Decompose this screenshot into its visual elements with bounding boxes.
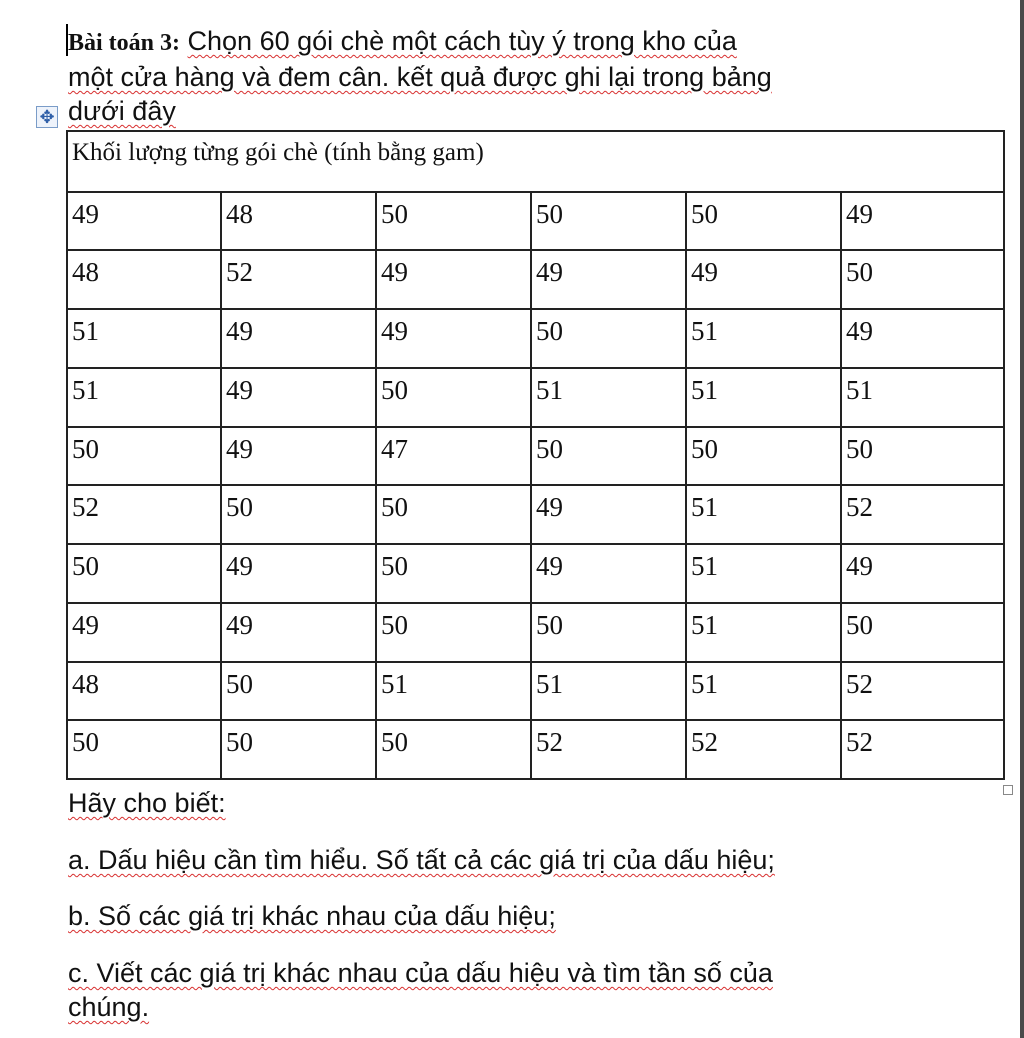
- table-cell: 50: [376, 544, 531, 603]
- table-cell: 50: [686, 192, 841, 251]
- question-c-text-line1: c. Viết các giá trị khác nhau của dấu hiệu và tìm tần số của: [68, 958, 773, 988]
- table-cell: 50: [531, 309, 686, 368]
- table-cell: 49: [841, 192, 1004, 251]
- table-cell: 52: [841, 662, 1004, 721]
- table-header: Khối lượng từng gói chè (tính bằng gam): [67, 131, 1004, 192]
- questions-intro: [68, 786, 968, 820]
- table-row: [67, 192, 1004, 251]
- table-cell: 50: [841, 427, 1004, 486]
- table-cell: 50: [221, 720, 376, 779]
- question-c: [68, 956, 868, 1024]
- table-cell: 51: [531, 368, 686, 427]
- questions-intro-text: Hãy cho biết:: [68, 788, 226, 818]
- table-cell: 47: [376, 427, 531, 486]
- problem-statement: [68, 24, 968, 128]
- table-row: [67, 250, 1004, 309]
- table-cell: 50: [67, 427, 221, 486]
- table-cell: 50: [376, 192, 531, 251]
- question-b-text: b. Số các giá trị khác nhau của dấu hiệu;: [68, 901, 556, 931]
- problem-text-line3: dưới đây: [68, 96, 176, 126]
- table-cell: 49: [531, 485, 686, 544]
- table-cell: 50: [221, 485, 376, 544]
- table-cell: 50: [67, 544, 221, 603]
- table-row: [67, 368, 1004, 427]
- table-move-icon[interactable]: ✥: [36, 106, 58, 128]
- question-c-text-line2: chúng.: [68, 992, 150, 1022]
- table-cell: 51: [376, 662, 531, 721]
- table-cell: 51: [67, 368, 221, 427]
- question-a-text: a. Dấu hiệu cần tìm hiểu. Số tất cả các giá trị của dấu hiệu;: [68, 845, 775, 875]
- table-cell: 49: [221, 368, 376, 427]
- table-cell: 52: [686, 720, 841, 779]
- table-cell: 49: [841, 309, 1004, 368]
- table-cell: 51: [67, 309, 221, 368]
- table-cell: 49: [221, 603, 376, 662]
- table-row: [67, 603, 1004, 662]
- table-row: [67, 662, 1004, 721]
- table-cell: 49: [67, 192, 221, 251]
- table-cell: 50: [376, 368, 531, 427]
- table-cell: 50: [841, 603, 1004, 662]
- table-cell: 50: [67, 720, 221, 779]
- problem-label: Bài toán 3:: [68, 30, 181, 56]
- table-cell: 51: [686, 485, 841, 544]
- table-cell: 51: [686, 309, 841, 368]
- table-cell: 49: [221, 544, 376, 603]
- table-cell: 49: [531, 250, 686, 309]
- problem-text-line2: một cửa hàng và đem cân. kết quả được ghi lại trong bảng: [68, 62, 772, 92]
- table-cell: 51: [686, 662, 841, 721]
- table-row: [67, 309, 1004, 368]
- table-cell: 52: [841, 720, 1004, 779]
- question-b: [68, 899, 968, 933]
- table-cell: 50: [531, 603, 686, 662]
- table-row: [67, 427, 1004, 486]
- table-cell: 49: [221, 427, 376, 486]
- table-cell: 49: [376, 250, 531, 309]
- table-cell: 49: [221, 309, 376, 368]
- table-cell: 50: [376, 603, 531, 662]
- table-cell: 51: [686, 544, 841, 603]
- table-row: [67, 720, 1004, 779]
- table-header-row: [67, 131, 1004, 192]
- table-cell: 49: [67, 603, 221, 662]
- problem-text-line1: Chọn 60 gói chè một cách tùy ý trong kho của: [187, 26, 737, 56]
- table-cell: 48: [67, 662, 221, 721]
- table-row: [67, 544, 1004, 603]
- table-cell: 50: [531, 192, 686, 251]
- table-cell: 49: [686, 250, 841, 309]
- table-cell: 51: [841, 368, 1004, 427]
- table-cell: 48: [221, 192, 376, 251]
- table-cell: 50: [841, 250, 1004, 309]
- table-cell: 50: [531, 427, 686, 486]
- table-cell: 51: [531, 662, 686, 721]
- table-cell: 49: [376, 309, 531, 368]
- table-cell: 48: [67, 250, 221, 309]
- page-edge: [1020, 0, 1024, 1038]
- table-cell: 51: [686, 368, 841, 427]
- table-cell: 51: [686, 603, 841, 662]
- table-cell: 52: [841, 485, 1004, 544]
- table-cell: 50: [376, 720, 531, 779]
- table-row: [67, 485, 1004, 544]
- table-cell: 49: [841, 544, 1004, 603]
- table-cell: 50: [221, 662, 376, 721]
- table-cell: 50: [376, 485, 531, 544]
- tea-weight-table: [66, 130, 1005, 780]
- table-cell: 50: [686, 427, 841, 486]
- table-cell: 52: [531, 720, 686, 779]
- table-cell: 49: [531, 544, 686, 603]
- question-a: [68, 843, 968, 877]
- table-resize-icon[interactable]: [1003, 785, 1013, 795]
- table-cell: 52: [67, 485, 221, 544]
- table-cell: 52: [221, 250, 376, 309]
